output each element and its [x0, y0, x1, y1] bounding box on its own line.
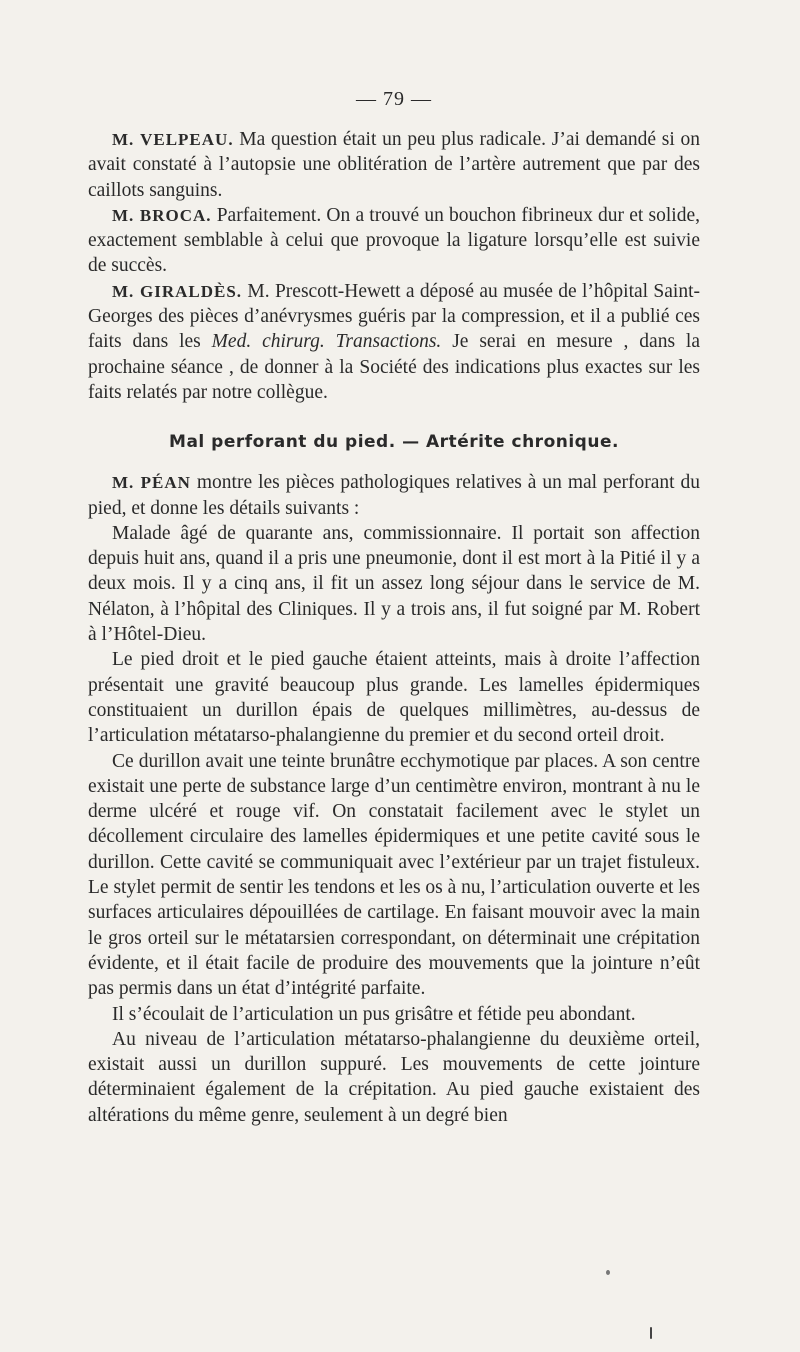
- paragraph-text: Ce durillon avait une teinte brunâtre ecchymotique par places. A son centre existait une perte de substance large d’un centimètre environ, montrant à nu le derme ulcéré et rouge vif. On constatait facilement avec le stylet un décollement circulaire des lamelles épidermiques et une petite cavité sous le durillon. Cette cavité se communiquait avec l’extérieur par un trajet fistuleux. Le stylet permit de sentir les tendons et les os à nu, l’articulation ouverte et les surfaces articulaires dépouillées de cartilage. En faisant mouvoir avec la main le gros orteil sur le métatarsien correspondant, on déterminait une crépitation évidente, et il était facile de produire des mouvements que la jointure n’eût pas permis dans un état d’intégrité parfaite.: [88, 750, 700, 1000]
- journal-title: Med. chirurg. Transactions.: [211, 331, 442, 353]
- speaker-name: M. PÉAN: [112, 473, 191, 493]
- paragraph-text: Ma question était un peu plus radicale. J’ai demandé si on avait constaté à l’autopsie une oblitération de l’artère autrement que par des caillots sanguins.: [88, 129, 700, 201]
- paragraph-text: montre les pièces pathologiques relatives à un mal perforant du pied, et donne les détails suivants :: [88, 472, 700, 519]
- paper-speck: [650, 1327, 652, 1339]
- paragraph-broca: [88, 203, 700, 279]
- paragraph-malade: [88, 521, 700, 647]
- speaker-name: M. BROCA.: [112, 205, 212, 225]
- paragraph-text: M. Prescott-Hewett a déposé au musée de l’hôpital Saint-Georges des pièces d’anévrysmes guéris par la compression, et il a publié ces faits dans les: [88, 280, 700, 353]
- paragraph-durillon: [88, 749, 700, 1002]
- paper-speck: [606, 1270, 610, 1275]
- paragraph-pus: [88, 1002, 700, 1027]
- paragraph-text: Parfaitement. On a trouvé un bouchon fibrineux dur et solide, exactement semblable à celui que provoque la ligature lorsqu’elle est suivie de succès.: [88, 204, 700, 277]
- page-body: [88, 88, 700, 1128]
- paragraph-text: Je serai en mesure , dans la prochaine séance , de donner à la Société des indications plus exactes sur les faits relatés par notre collègue.: [88, 331, 701, 403]
- page-number: — 79 —: [356, 88, 432, 110]
- paragraph-text: Il s’écoulait de l’articulation un pus grisâtre et fétide peu abondant.: [112, 1003, 636, 1025]
- paragraph-text: Au niveau de l’articulation métatarso-phalangienne du deuxième orteil, existait aussi un durillon suppuré. Les mouvements de cette jointure déterminaient également de la crépitation. Au pied gauche existaient des altérations du même genre, seulement à un degré bien: [88, 1028, 700, 1126]
- section-title: Mal perforant du pied. — Artérite chronique.: [169, 432, 619, 453]
- paragraph-text: Le pied droit et le pied gauche étaient atteints, mais à droite l’affection présentait une gravité beaucoup plus grande. Les lamelles épidermiques constituaient un durillon épais de quelques millimètres, au-dessus de l’articulation métatarso-phalangienne du premier et du second orteil droit.: [88, 649, 700, 747]
- speaker-name: M. VELPEAU.: [112, 130, 234, 149]
- paragraph-pied: [88, 647, 700, 748]
- paragraph-deuxieme-orteil: [88, 1027, 700, 1128]
- paragraph-giraldes: [88, 279, 700, 405]
- paragraph-velpeau: [88, 127, 700, 203]
- speaker-name: M. GIRALDÈS.: [112, 281, 243, 301]
- paragraph-pean: [88, 470, 700, 521]
- paragraph-text: Malade âgé de quarante ans, commissionnaire. Il portait son affection depuis huit ans, quand il a pris une pneumonie, dont il est mort à la Pitié il y a deux mois. Il y a cinq ans, il fit un assez long séjour dans le service de M. Nélaton, à l’hôpital des Cliniques. Il y a trois ans, il fut soigné par M. Robert à l’Hôtel-Dieu.: [88, 522, 700, 646]
